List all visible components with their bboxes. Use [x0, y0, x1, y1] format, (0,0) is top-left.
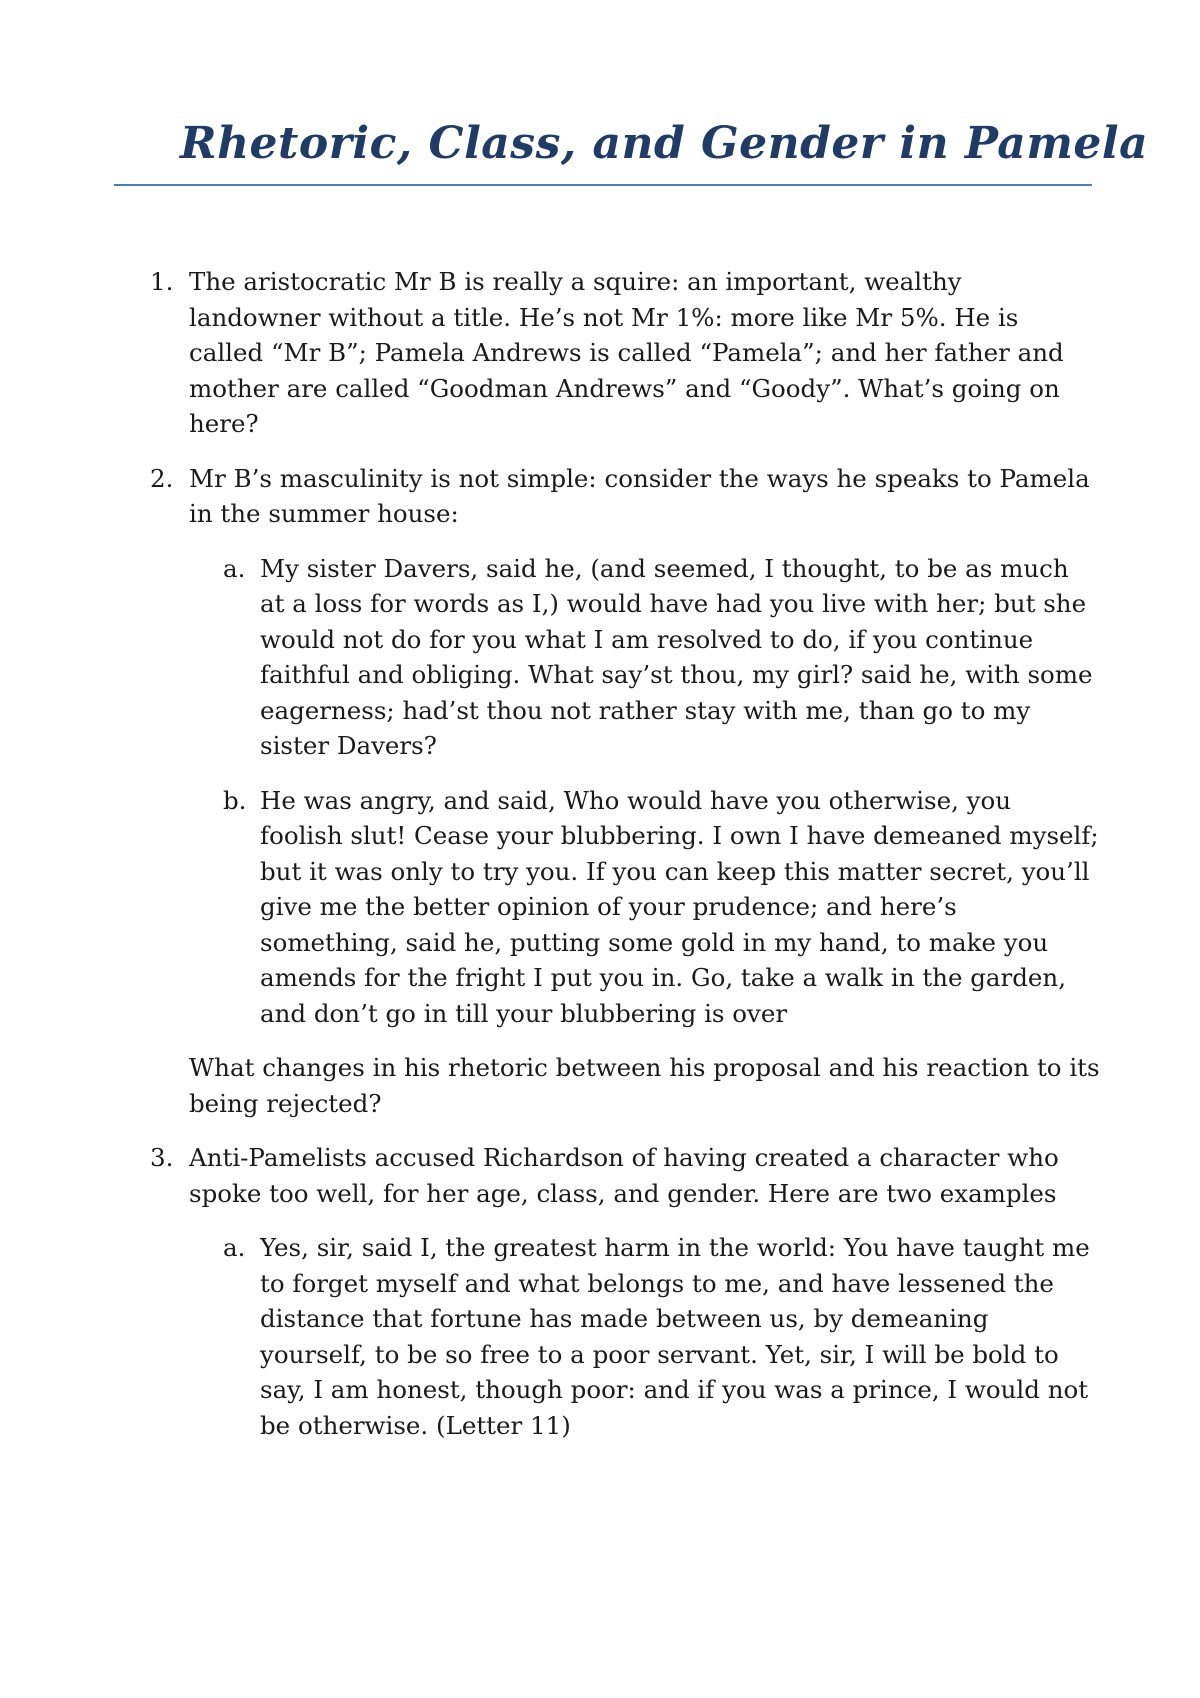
item-text: Anti-Pamelists accused Richardson of having created a character who spoke too well, for her age, class, and gender. Here are two examples: [189, 1143, 1059, 1208]
item-number: 3.: [150, 1143, 174, 1172]
list-item: [150, 264, 1100, 442]
sub-item: [150, 783, 1100, 1032]
sub-item-label: b.: [223, 785, 247, 815]
item-text: The aristocratic Mr B is really a squire: an important, wealthy landowner without a title. He’s not Mr 1%: more like Mr 5%. He is called “Mr B”; Pamela Andrews is called “Pamela”; and her father and mother are called “Goodman Andrews” and “Goody”. What’s going on here?: [189, 267, 1064, 438]
document-title: Rhetoric, Class, and Gender in Pamela: [180, 118, 1149, 169]
sub-item: [150, 551, 1100, 764]
quotation: He was angry, and said, Who would have you otherwise, you foolish slut! Cease your blubbering. I own I have demeaned myself; but it was only to try you. If you can keep this matter secret, you’ll give me the better opinion of your prudence; and here’s something, said he, putting some gold in my hand, to make you amends for the fright I put you in. Go, take a walk in the garden, and don’t go in till your blubbering is over: [260, 785, 1099, 1028]
follow-up-question: What changes in his rhetoric between his proposal and his reaction to its being rejected?: [189, 1053, 1100, 1118]
list-item: [150, 1140, 1100, 1211]
question-list: [150, 264, 1100, 1443]
sub-item-label: a.: [223, 553, 246, 583]
sub-item: [150, 1230, 1100, 1443]
quotation: Yes, sir, said I, the greatest harm in the world: You have taught me to forget myself and what belongs to me, and have lessened the distance that fortune has made between us, by demeaning yourself, to be so free to a poor servant. Yet, sir, I will be bold to say, I am honest, though poor: and if you was a prince, I would not be otherwise. (Letter 11): [260, 1233, 1090, 1440]
title-underline: [114, 184, 1092, 186]
list-item: [150, 461, 1100, 532]
item-number: 1.: [150, 267, 174, 296]
item-number: 2.: [150, 463, 174, 493]
sub-item-label: a.: [223, 1233, 246, 1262]
quotation: My sister Davers, said he, (and seemed, I thought, to be as much at a loss for words as I,) would have had you live with her; but she would not do for you what I am resolved to do, if you continue faithful and obliging. What say’st thou, my girl? said he, with some eagerness; had’st thou not rather stay with me, than go to my sister Davers?: [260, 553, 1093, 760]
item-text: Mr B’s masculinity is not simple: consider the ways he speaks to Pamela in the summer house:: [189, 463, 1090, 528]
